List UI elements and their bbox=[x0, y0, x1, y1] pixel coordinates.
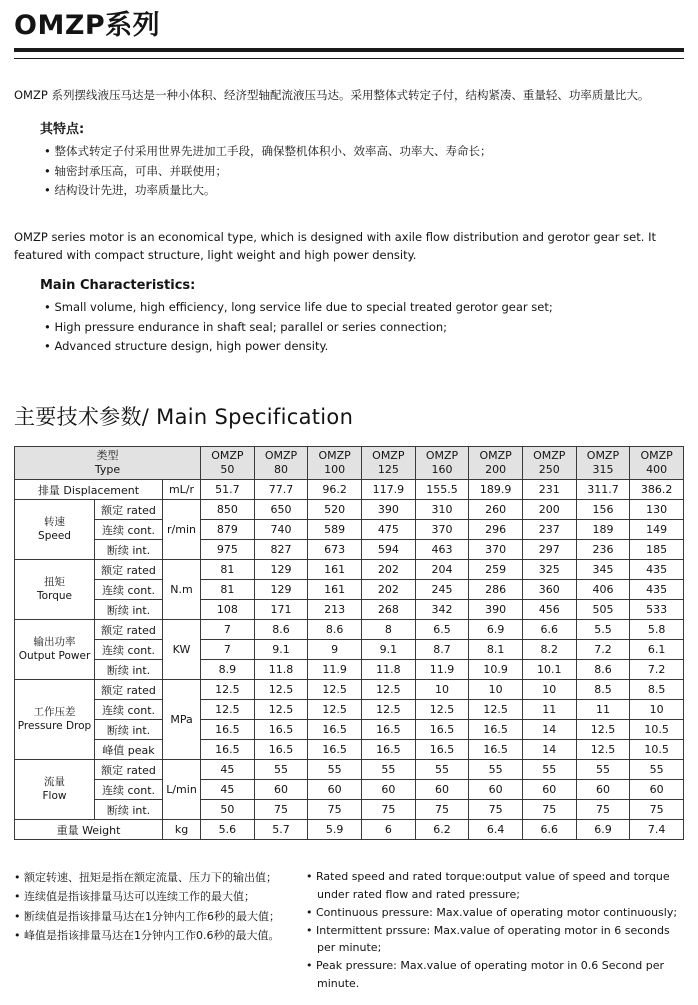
value-cell: 10 bbox=[630, 700, 684, 720]
value-cell: 16.5 bbox=[415, 720, 469, 740]
spec-section-title: 主要技术参数/ Main Specification bbox=[14, 405, 354, 430]
value-cell: 12.5 bbox=[201, 680, 255, 700]
value-cell: 7 bbox=[201, 620, 255, 640]
value-cell: 12.5 bbox=[469, 700, 523, 720]
value-cell: 6.9 bbox=[469, 620, 523, 640]
row-label-cell: 排量 Displacement bbox=[15, 480, 163, 500]
value-cell: 202 bbox=[362, 580, 416, 600]
model-header-cell: OMZP 400 bbox=[630, 447, 684, 480]
value-cell: 390 bbox=[362, 500, 416, 520]
value-cell: 7.2 bbox=[576, 640, 630, 660]
value-cell: 10 bbox=[522, 680, 576, 700]
value-cell: 9.1 bbox=[254, 640, 308, 660]
value-cell: 11.8 bbox=[362, 660, 416, 680]
spec-row bbox=[15, 800, 684, 820]
value-cell: 8.7 bbox=[415, 640, 469, 660]
value-cell: 204 bbox=[415, 560, 469, 580]
value-cell: 55 bbox=[308, 760, 362, 780]
sub-label-cell: 连续 cont. bbox=[95, 520, 163, 540]
value-cell: 435 bbox=[630, 560, 684, 580]
value-cell: 16.5 bbox=[415, 740, 469, 760]
sub-label-cell: 断续 int. bbox=[95, 800, 163, 820]
value-cell: 200 bbox=[522, 500, 576, 520]
spec-row bbox=[15, 520, 684, 540]
value-cell: 10.5 bbox=[630, 740, 684, 760]
group-label-cell: 输出功率 Output Power bbox=[15, 620, 95, 680]
unit-cell: L/min bbox=[163, 760, 201, 820]
page-title: OMZP系列 bbox=[14, 10, 161, 41]
model-header-cell: OMZP 160 bbox=[415, 447, 469, 480]
value-cell: 55 bbox=[630, 760, 684, 780]
value-cell: 9 bbox=[308, 640, 362, 660]
value-cell: 7 bbox=[201, 640, 255, 660]
value-cell: 435 bbox=[630, 580, 684, 600]
value-cell: 171 bbox=[254, 600, 308, 620]
spec-row bbox=[15, 740, 684, 760]
value-cell: 55 bbox=[254, 760, 308, 780]
value-cell: 10.1 bbox=[522, 660, 576, 680]
feature-item: • Small volume, high efficiency, long service life due to special treated gerotor gear set; bbox=[44, 298, 684, 318]
model-header-cell: OMZP 80 bbox=[254, 447, 308, 480]
spec-row bbox=[15, 500, 684, 520]
value-cell: 202 bbox=[362, 560, 416, 580]
value-cell: 673 bbox=[308, 540, 362, 560]
value-cell: 237 bbox=[522, 520, 576, 540]
value-cell: 286 bbox=[469, 580, 523, 600]
value-cell: 6.6 bbox=[522, 820, 576, 840]
value-cell: 12.5 bbox=[308, 700, 362, 720]
sub-label-cell: 额定 rated bbox=[95, 680, 163, 700]
title-rule-thin bbox=[14, 58, 684, 59]
unit-cell: kg bbox=[163, 820, 201, 840]
value-cell: 16.5 bbox=[362, 720, 416, 740]
value-cell: 370 bbox=[469, 540, 523, 560]
value-cell: 185 bbox=[630, 540, 684, 560]
value-cell: 342 bbox=[415, 600, 469, 620]
value-cell: 55 bbox=[469, 760, 523, 780]
feature-item: • 轴密封承压高，可串、并联使用； bbox=[44, 162, 684, 182]
value-cell: 8.1 bbox=[469, 640, 523, 660]
value-cell: 260 bbox=[469, 500, 523, 520]
displacement-row bbox=[15, 480, 684, 500]
model-header-cell: OMZP 125 bbox=[362, 447, 416, 480]
footnotes bbox=[14, 868, 684, 993]
value-cell: 55 bbox=[522, 760, 576, 780]
value-cell: 245 bbox=[415, 580, 469, 600]
value-cell: 75 bbox=[576, 800, 630, 820]
value-cell: 505 bbox=[576, 600, 630, 620]
value-cell: 10.5 bbox=[630, 720, 684, 740]
value-cell: 360 bbox=[522, 580, 576, 600]
value-cell: 75 bbox=[469, 800, 523, 820]
value-cell: 129 bbox=[254, 560, 308, 580]
row-label-cell: 重量 Weight bbox=[15, 820, 163, 840]
value-cell: 130 bbox=[630, 500, 684, 520]
value-cell: 16.5 bbox=[308, 740, 362, 760]
value-cell: 75 bbox=[308, 800, 362, 820]
value-cell: 296 bbox=[469, 520, 523, 540]
value-cell: 311.7 bbox=[576, 480, 630, 500]
value-cell: 14 bbox=[522, 740, 576, 760]
value-cell: 51.7 bbox=[201, 480, 255, 500]
unit-cell: mL/r bbox=[163, 480, 201, 500]
value-cell: 60 bbox=[576, 780, 630, 800]
value-cell: 60 bbox=[415, 780, 469, 800]
spec-row bbox=[15, 620, 684, 640]
sub-label-cell: 连续 cont. bbox=[95, 640, 163, 660]
value-cell: 50 bbox=[201, 800, 255, 820]
footnotes-cn bbox=[14, 868, 306, 993]
value-cell: 60 bbox=[308, 780, 362, 800]
value-cell: 827 bbox=[254, 540, 308, 560]
value-cell: 11.9 bbox=[308, 660, 362, 680]
value-cell: 11 bbox=[576, 700, 630, 720]
value-cell: 5.9 bbox=[308, 820, 362, 840]
value-cell: 16.5 bbox=[469, 740, 523, 760]
value-cell: 386.2 bbox=[630, 480, 684, 500]
value-cell: 650 bbox=[254, 500, 308, 520]
feature-item: • High pressure endurance in shaft seal; parallel or series connection; bbox=[44, 318, 684, 338]
feature-item: • 整体式转定子付采用世界先进加工手段，确保整机体积小、效率高、功率大、寿命长； bbox=[44, 142, 684, 162]
features-heading-cn: 其特点: bbox=[40, 121, 85, 137]
value-cell: 45 bbox=[201, 760, 255, 780]
value-cell: 5.5 bbox=[576, 620, 630, 640]
value-cell: 12.5 bbox=[201, 700, 255, 720]
unit-cell: MPa bbox=[163, 680, 201, 760]
feature-item: • Advanced structure design, high power density. bbox=[44, 337, 684, 357]
value-cell: 589 bbox=[308, 520, 362, 540]
value-cell: 213 bbox=[308, 600, 362, 620]
group-label-cell: 流量 Flow bbox=[15, 760, 95, 820]
value-cell: 850 bbox=[201, 500, 255, 520]
sub-label-cell: 断续 int. bbox=[95, 600, 163, 620]
model-header-cell: OMZP 315 bbox=[576, 447, 630, 480]
value-cell: 77.7 bbox=[254, 480, 308, 500]
model-header-cell: OMZP 50 bbox=[201, 447, 255, 480]
value-cell: 156 bbox=[576, 500, 630, 520]
value-cell: 8.6 bbox=[308, 620, 362, 640]
note-item: • Intermittent prssure: Max.value of operating motor in 6 seconds per minute; bbox=[306, 922, 684, 958]
value-cell: 268 bbox=[362, 600, 416, 620]
spec-row bbox=[15, 580, 684, 600]
intro-paragraph-en: OMZP series motor is an economical type, which is designed with axile flow distribution and gerotor gear set. It featured with compact structure, light weight and high power density. bbox=[14, 230, 656, 262]
value-cell: 6.4 bbox=[469, 820, 523, 840]
value-cell: 81 bbox=[201, 560, 255, 580]
value-cell: 60 bbox=[522, 780, 576, 800]
note-item: • 断续值是指该排量马达在1分钟内工作6秒的最大值； bbox=[14, 907, 306, 926]
value-cell: 975 bbox=[201, 540, 255, 560]
value-cell: 12.5 bbox=[308, 680, 362, 700]
note-item: • Peak pressure: Max.value of operating motor in 0.6 Second per minute. bbox=[306, 957, 684, 993]
value-cell: 75 bbox=[362, 800, 416, 820]
value-cell: 12.5 bbox=[415, 700, 469, 720]
value-cell: 5.6 bbox=[201, 820, 255, 840]
value-cell: 7.4 bbox=[630, 820, 684, 840]
value-cell: 55 bbox=[415, 760, 469, 780]
value-cell: 60 bbox=[254, 780, 308, 800]
value-cell: 8.2 bbox=[522, 640, 576, 660]
value-cell: 297 bbox=[522, 540, 576, 560]
value-cell: 345 bbox=[576, 560, 630, 580]
sub-label-cell: 断续 int. bbox=[95, 540, 163, 560]
spec-row bbox=[15, 760, 684, 780]
sub-label-cell: 额定 rated bbox=[95, 760, 163, 780]
spec-row bbox=[15, 660, 684, 680]
spec-row bbox=[15, 680, 684, 700]
value-cell: 75 bbox=[254, 800, 308, 820]
value-cell: 10 bbox=[469, 680, 523, 700]
value-cell: 117.9 bbox=[362, 480, 416, 500]
value-cell: 7.2 bbox=[630, 660, 684, 680]
unit-cell: r/min bbox=[163, 500, 201, 560]
value-cell: 9.1 bbox=[362, 640, 416, 660]
footnotes-en bbox=[306, 868, 684, 993]
value-cell: 75 bbox=[415, 800, 469, 820]
value-cell: 6.6 bbox=[522, 620, 576, 640]
value-cell: 231 bbox=[522, 480, 576, 500]
value-cell: 10 bbox=[415, 680, 469, 700]
weight-row bbox=[15, 820, 684, 840]
value-cell: 60 bbox=[469, 780, 523, 800]
value-cell: 155.5 bbox=[415, 480, 469, 500]
value-cell: 6.5 bbox=[415, 620, 469, 640]
value-cell: 12.5 bbox=[362, 700, 416, 720]
value-cell: 740 bbox=[254, 520, 308, 540]
note-item: • Continuous pressure: Max.value of operating motor continuously; bbox=[306, 904, 684, 922]
feature-item: • 结构设计先进，功率质量比大。 bbox=[44, 181, 684, 201]
sub-label-cell: 峰值 peak bbox=[95, 740, 163, 760]
group-label-cell: 转速 Speed bbox=[15, 500, 95, 560]
table-header-row bbox=[15, 447, 684, 480]
value-cell: 879 bbox=[201, 520, 255, 540]
value-cell: 533 bbox=[630, 600, 684, 620]
spec-table bbox=[14, 446, 684, 840]
value-cell: 6.1 bbox=[630, 640, 684, 660]
value-cell: 11.8 bbox=[254, 660, 308, 680]
sub-label-cell: 连续 cont. bbox=[95, 780, 163, 800]
note-item: • 额定转速、扭矩是指在额定流量、压力下的输出值； bbox=[14, 868, 306, 887]
value-cell: 60 bbox=[630, 780, 684, 800]
value-cell: 11 bbox=[522, 700, 576, 720]
value-cell: 390 bbox=[469, 600, 523, 620]
spec-row bbox=[15, 720, 684, 740]
value-cell: 5.7 bbox=[254, 820, 308, 840]
note-item: • Rated speed and rated torque:output value of speed and torque under rated flow and rated pressure; bbox=[306, 868, 684, 904]
value-cell: 189 bbox=[576, 520, 630, 540]
value-cell: 520 bbox=[308, 500, 362, 520]
value-cell: 75 bbox=[630, 800, 684, 820]
value-cell: 14 bbox=[522, 720, 576, 740]
value-cell: 259 bbox=[469, 560, 523, 580]
value-cell: 16.5 bbox=[362, 740, 416, 760]
value-cell: 8.9 bbox=[201, 660, 255, 680]
value-cell: 75 bbox=[522, 800, 576, 820]
spec-row bbox=[15, 780, 684, 800]
features-list-cn bbox=[44, 142, 684, 201]
value-cell: 456 bbox=[522, 600, 576, 620]
spec-row bbox=[15, 700, 684, 720]
value-cell: 12.5 bbox=[254, 700, 308, 720]
value-cell: 96.2 bbox=[308, 480, 362, 500]
unit-cell: KW bbox=[163, 620, 201, 680]
value-cell: 45 bbox=[201, 780, 255, 800]
features-list-en bbox=[44, 298, 684, 357]
value-cell: 8.5 bbox=[630, 680, 684, 700]
note-item: • 峰值是指该排量马达在1分钟内工作0.6秒的最大值。 bbox=[14, 926, 306, 945]
title-rule-thick bbox=[14, 48, 684, 52]
value-cell: 325 bbox=[522, 560, 576, 580]
value-cell: 55 bbox=[362, 760, 416, 780]
value-cell: 12.5 bbox=[576, 720, 630, 740]
value-cell: 189.9 bbox=[469, 480, 523, 500]
model-header-cell: OMZP 200 bbox=[469, 447, 523, 480]
sub-label-cell: 连续 cont. bbox=[95, 700, 163, 720]
value-cell: 475 bbox=[362, 520, 416, 540]
sub-label-cell: 连续 cont. bbox=[95, 580, 163, 600]
value-cell: 8.6 bbox=[576, 660, 630, 680]
value-cell: 161 bbox=[308, 560, 362, 580]
value-cell: 16.5 bbox=[201, 740, 255, 760]
value-cell: 12.5 bbox=[576, 740, 630, 760]
value-cell: 406 bbox=[576, 580, 630, 600]
sub-label-cell: 额定 rated bbox=[95, 500, 163, 520]
features-heading-en: Main Characteristics: bbox=[40, 277, 196, 293]
value-cell: 594 bbox=[362, 540, 416, 560]
value-cell: 370 bbox=[415, 520, 469, 540]
value-cell: 16.5 bbox=[254, 740, 308, 760]
value-cell: 10.9 bbox=[469, 660, 523, 680]
value-cell: 81 bbox=[201, 580, 255, 600]
value-cell: 161 bbox=[308, 580, 362, 600]
value-cell: 8 bbox=[362, 620, 416, 640]
value-cell: 16.5 bbox=[254, 720, 308, 740]
value-cell: 463 bbox=[415, 540, 469, 560]
value-cell: 12.5 bbox=[254, 680, 308, 700]
spec-row bbox=[15, 600, 684, 620]
value-cell: 129 bbox=[254, 580, 308, 600]
intro-paragraph-cn: OMZP 系列摆线液压马达是一种小体积、经济型轴配流液压马达。采用整体式转定子付，结构紧凑、重量轻、功率质量比大。 bbox=[14, 88, 650, 103]
value-cell: 16.5 bbox=[308, 720, 362, 740]
value-cell: 108 bbox=[201, 600, 255, 620]
value-cell: 8.5 bbox=[576, 680, 630, 700]
note-item: • 连续值是指该排量马达可以连续工作的最大值； bbox=[14, 887, 306, 906]
value-cell: 6.9 bbox=[576, 820, 630, 840]
model-header-cell: OMZP 250 bbox=[522, 447, 576, 480]
spec-row bbox=[15, 640, 684, 660]
value-cell: 8.6 bbox=[254, 620, 308, 640]
value-cell: 310 bbox=[415, 500, 469, 520]
group-label-cell: 工作压差 Pressure Drop bbox=[15, 680, 95, 760]
spec-row bbox=[15, 540, 684, 560]
value-cell: 6.2 bbox=[415, 820, 469, 840]
sub-label-cell: 断续 int. bbox=[95, 720, 163, 740]
value-cell: 149 bbox=[630, 520, 684, 540]
value-cell: 12.5 bbox=[362, 680, 416, 700]
value-cell: 236 bbox=[576, 540, 630, 560]
value-cell: 60 bbox=[362, 780, 416, 800]
sub-label-cell: 断续 int. bbox=[95, 660, 163, 680]
sub-label-cell: 额定 rated bbox=[95, 620, 163, 640]
sub-label-cell: 额定 rated bbox=[95, 560, 163, 580]
value-cell: 16.5 bbox=[469, 720, 523, 740]
value-cell: 6 bbox=[362, 820, 416, 840]
spec-row bbox=[15, 560, 684, 580]
value-cell: 11.9 bbox=[415, 660, 469, 680]
unit-cell: N.m bbox=[163, 560, 201, 620]
value-cell: 5.8 bbox=[630, 620, 684, 640]
model-header-cell: OMZP 100 bbox=[308, 447, 362, 480]
type-header-cell: 类型 Type bbox=[15, 447, 201, 480]
value-cell: 55 bbox=[576, 760, 630, 780]
value-cell: 16.5 bbox=[201, 720, 255, 740]
group-label-cell: 扭矩 Torque bbox=[15, 560, 95, 620]
